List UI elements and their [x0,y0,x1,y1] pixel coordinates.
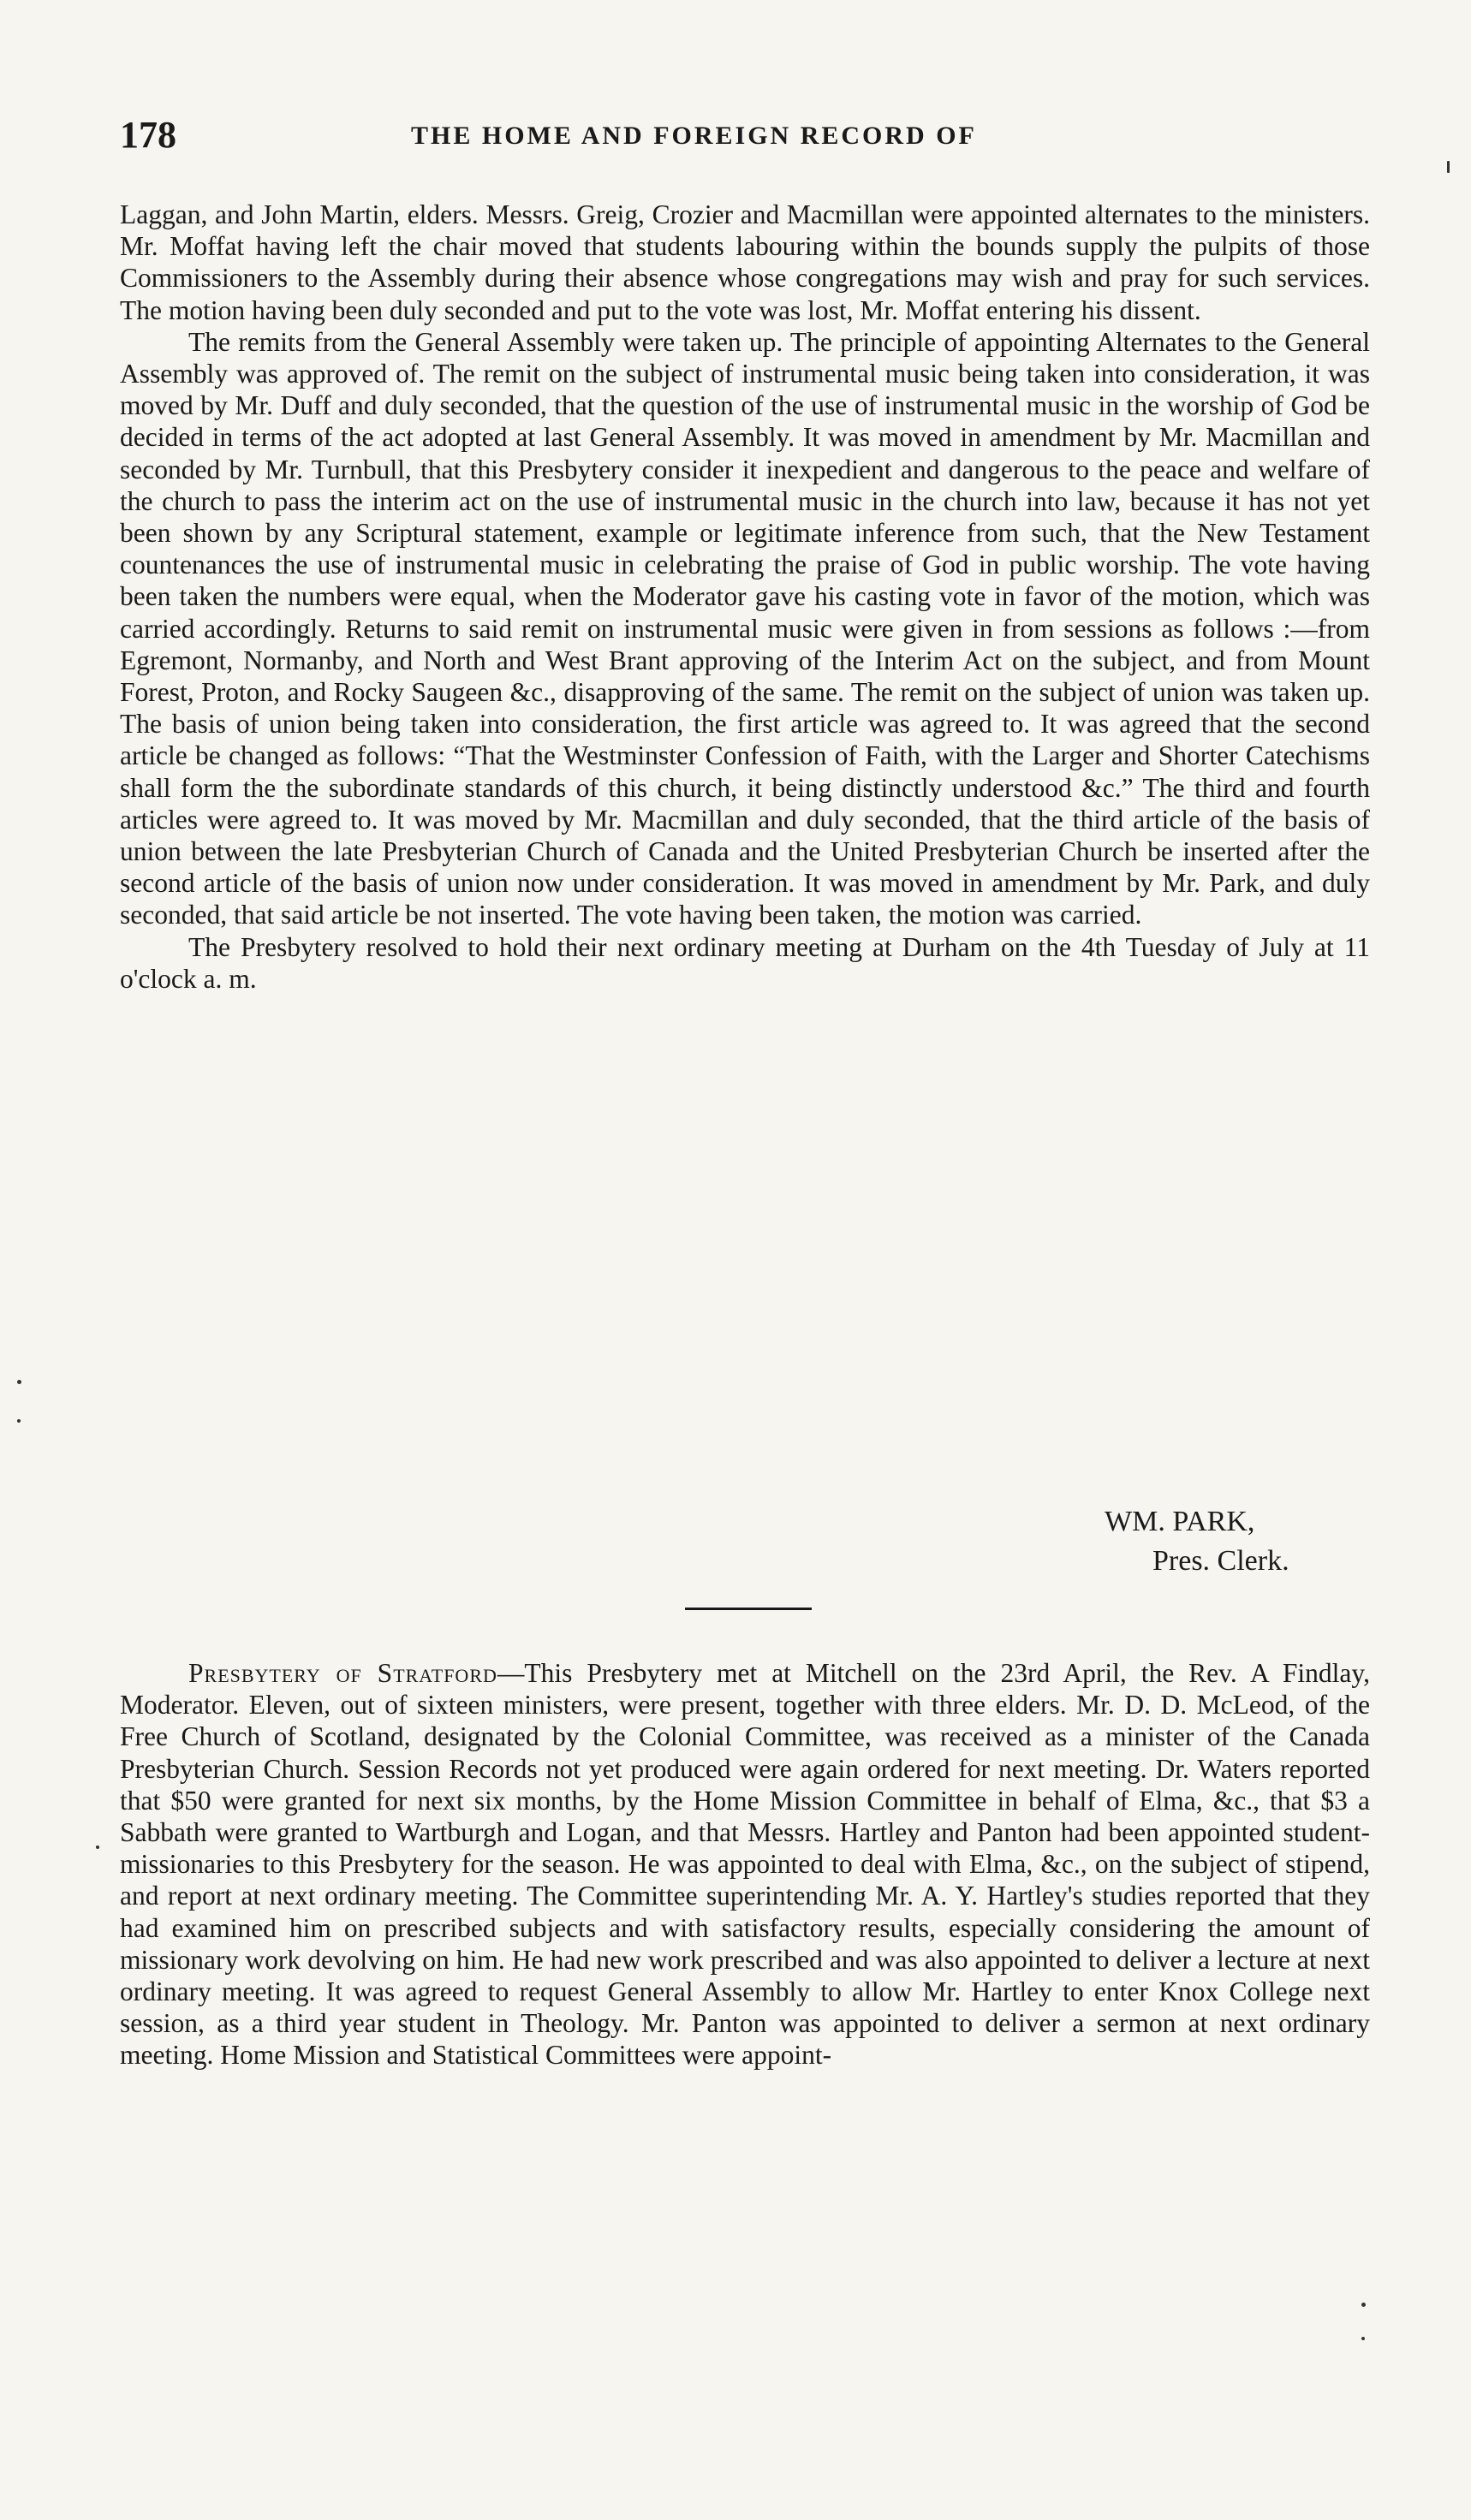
article-body-continued [120,199,1370,995]
running-head: THE HOME AND FOREIGN RECORD OF [411,122,977,150]
print-speck [1361,2303,1366,2307]
page-header [120,113,1370,164]
paragraph-laggan: Laggan, and John Martin, elders. Messrs. Greig, Crozier and Macmillan were appointed alternates to the ministers. Mr. Moffat having left the chair moved that students labouring within the bounds supply the pulpits of those Commissioners to the Assembly during their absence whose congregations may wish and pray for such services. The motion having been duly seconded and put to the vote was lost, Mr. Moffat entering his dissent. [120,199,1370,325]
print-speck [17,1419,21,1423]
paragraph-remits: The remits from the General Assembly were taken up. The principle of appointing Alternates to the General Assembly was approved of. The remit on the subject of instrumental music being taken into consideration, it was moved by Mr. Duff and duly seconded, that the question of the use of instrumental music in the worship of God be decided in terms of the act adopted at last General Assembly. It was moved in amendment by Mr. Macmillan and seconded by Mr. Turnbull, that this Presbytery consider it inexpedient and dangerous to the peace and welfare of the church to pass the interim act on the use of instrumental music in the church into law, because it has not yet been shown by any Scriptural statement, example or legitimate inference from such, that the New Testament countenances the use of instrumental music in celebrating the praise of God in public worship. The vote having been taken the numbers were equal, when the Moderator gave his casting vote in favor of the motion, which was carried accordingly. Returns to said remit on instrumental music were given in from sessions as follows :—from Egremont, Normanby, and North and West Brant approving of the Interim Act on the subject, and from Mount Forest, Proton, and Rocky Saugeen &c., disapproving of the same. The remit on the subject of union was taken up. The basis of union being taken into consideration, the first article was agreed to. It was agreed that the second article be changed as follows: “That the Westminster Confession of Faith, with the Larger and Shorter Catechisms shall form the the subordinate standards of this church, it being distinctly understood &c.” The third and fourth articles were agreed to. It was moved by Mr. Macmillan and duly seconded, that the third article of the basis of union between the late Presbyterian Church of Canada and the United Presbyterian Church be inserted after the second article of the basis of union now under consideration. It was moved in amendment by Mr. Park, and duly seconded, that said article be not inserted. The vote having been taken, the motion was carried. [120,326,1370,930]
paragraph-next-meeting: The Presbytery resolved to hold their next ordinary meeting at Durham on the 4th Tuesday of July at 11 o'clock a. m. [120,931,1370,994]
signature-block [1105,1502,1289,1581]
article-body: —This Presbytery met at Mitchell on the 23rd April, the Rev. A Findlay, Moderator. Eleven, out of sixteen ministers, were present, together with three elders. Mr. D. D. McLeod, of the Free Church of Scotland, designated by the Colonial Committee, was received as a minister of the Canada Presbyterian Church. Session Records not yet produced were again ordered for next meeting. Dr. Waters reported that $50 were granted for next six months, by the Home Mission Committee in behalf of Elma, &c., that $3 a Sabbath were granted to Wartburgh and Logan, and that Messrs. Hartley and Panton had been appointed student-missionaries to this Presbytery for the season. He was appointed to deal with Elma, &c., on the subject of stipend, and report at next ordinary meeting. The Committee superintending Mr. A. Y. Hartley's studies reported that they had examined him on prescribed subjects and with satisfactory results, especially considering the amount of missionary work devolving on him. He had new work prescribed and was also appointed to deliver a lecture at next ordinary meeting. It was agreed to request General Assembly to allow Mr. Hartley to enter Knox College next session, as a third year student in Theology. Mr. Panton was appointed to deliver a sermon at next ordinary meeting. Home Mission and Statistical Committees were appoint- [120,1658,1370,2071]
section-divider [685,1608,812,1610]
signature-name: WM. PARK, [1105,1506,1255,1537]
article-heading: Presbytery of Stratford [188,1658,497,1688]
print-speck [17,1380,21,1384]
print-speck [96,1845,99,1849]
page-number: 178 [120,114,176,156]
print-speck [1447,161,1450,173]
article-stratford [120,1657,1370,2071]
signature-title: Pres. Clerk. [1152,1545,1289,1577]
print-speck [1361,2337,1365,2340]
paragraph-stratford [120,1657,1370,2071]
